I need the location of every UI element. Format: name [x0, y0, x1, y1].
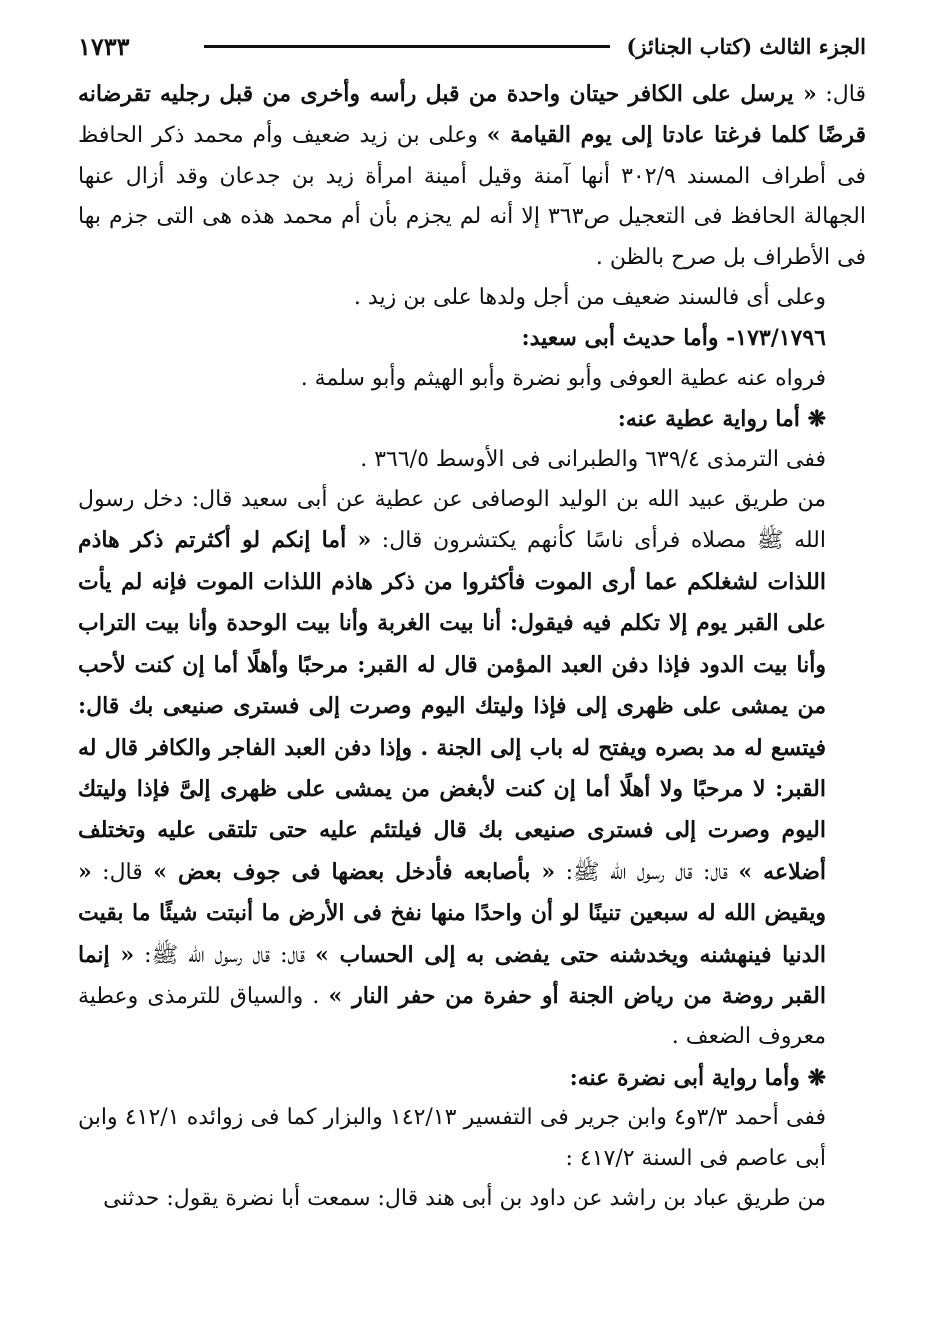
hadith-quote: « أما إنكم لو أكثرتم ذكر هاذم اللذات لشغلكم عما أرى الموت فأكثروا من ذكر هاذم اللذات الموت فإنه لم يأت على القبر يوم إلا تكلم فيه فيقول: أنا بيت الغربة وأنا بيت الوحدة وأنا بيت التراب وأنا بيت الدود فإذا دفن العبد المؤمن قال له القبر: مرحبًا وأهلًا أما إن كنت لأحب من يمشى على ظهرى إلى فإذا وليتك اليوم وصرت إلى فسترى صنيعى بك قال: فيتسع له مد بصره ويفتح له باب إلى الجنة . وإذا دفن العبد الفاجر والكافر قال له القبر: لا مرحبًا ولا أهلًا أما إن كنت لأبغض من يمشى على ظهرى إلىَّ فإذا وليتك اليوم وصرت إلى فسترى صنيعى بك قال فيلتئم عليه حتى تلتقى عليه وتختلف أضلاعه » — [78, 527, 827, 885]
page-number: ١٧٣٣ — [78, 31, 130, 61]
hadith-quote: « بأصابعه فأدخل بعضها فى جوف بعض » — [153, 858, 556, 885]
paragraph-1-commentary: وعلى بن زيد ضعيف وأم محمد ذكر الحافظ فى أطراف المسند ٣٠٢/٩ أنها آمنة وقيل أمينة امرأة زيد بن جدعان وقد أزال عنها الجهالة الحافظ فى التعجيل ص٣٦٣ إلا أنه لم يجزم بأن أم محمد هذه هى التى جزم بها فى الأطراف بل صرح بالظن . — [78, 123, 866, 270]
narration-text: قال: — [91, 859, 154, 885]
paragraph-sources-1: ففى الترمذى ٦٣٩/٤ والطبرانى فى الأوسط ٣٦٦/٥ . — [360, 446, 826, 472]
isnad-text: من طريق عبيد الله بن الوليد الوصافى عن عطية عن أبى سعيد قال: دخل رسول الله ﷺ مصلاه فرأى ناسًا كأنهم يكتشرون قال: — [78, 487, 826, 554]
paragraph-2: وعلى أى فالسند ضعيف من أجل ولدها على بن زيد . — [353, 285, 826, 311]
paragraph-1 — [78, 74, 866, 278]
subheading-atiyya — [78, 399, 866, 439]
star-ornament-icon: ❋ — [807, 406, 826, 433]
subheading-atiyya-text: أما رواية عطية عنه: — [617, 406, 800, 433]
subheading-abu-nadra-text: وأما رواية أبى نضرة عنه: — [569, 1064, 800, 1091]
running-title: الجزء الثالث (كتاب الجنائز) — [626, 33, 866, 59]
page-header — [78, 30, 866, 62]
star-ornament-icon: ❋ — [807, 1064, 826, 1091]
paragraph-narrators: فرواه عنه عطية العوفى وأبو نضرة وأبو الهيثم وأبو سلمة . — [300, 365, 826, 391]
paragraph-sources-2: ففى أحمد ٣/٣و٤ وابن جرير فى التفسير ١٤٢/١٣ والبزار كما فى زوائده ٤١٢/١ وابن أبى عاصم فى السنة ٤١٧/٢ : — [78, 1105, 826, 1171]
page-body — [78, 74, 866, 1219]
narration-text: قال: قال رسول الله ﷺ: — [555, 859, 739, 885]
paragraph-isnad-2: من طريق عباد بن راشد عن داود بن أبى هند قال: سمعت أبا نضرة يقول: حدثنى — [103, 1185, 826, 1211]
hadith-quote: « يرسل على الكافر حيتان واحدة من قبل رأسه وأخرى من قبل رجليه تقرضانه قرضًا كلما فرغتا عادتا إلى يوم القيامة » — [78, 81, 866, 149]
hadith-quote: « إنما القبر روضة من رياض الجنة أو حفرة من حفر النار » — [78, 941, 826, 1009]
paragraph-1-intro: قال: — [816, 82, 866, 107]
commentary-text: . والسياق للترمذى وعطية معروف الضعف . — [78, 983, 826, 1050]
hadith-quote: « ويقيض الله له سبعين تنينًا لو أن واحدًا منها نفخ فى الأرض ما أنبتت شيئًا ما بقيت الدنيا فينهشنه ويخدشنه حتى يفضى به إلى الحساب » — [78, 858, 827, 968]
narration-text: قال: قال رسول الله ﷺ: — [134, 942, 316, 968]
paragraph-isnad-1 — [78, 480, 866, 1058]
header-rule — [204, 45, 610, 48]
subheading-abu-nadra — [78, 1058, 866, 1098]
section-heading-abu-saeed: ١٧٣/١٧٩٦- وأما حديث أبى سعيد: — [521, 325, 826, 352]
